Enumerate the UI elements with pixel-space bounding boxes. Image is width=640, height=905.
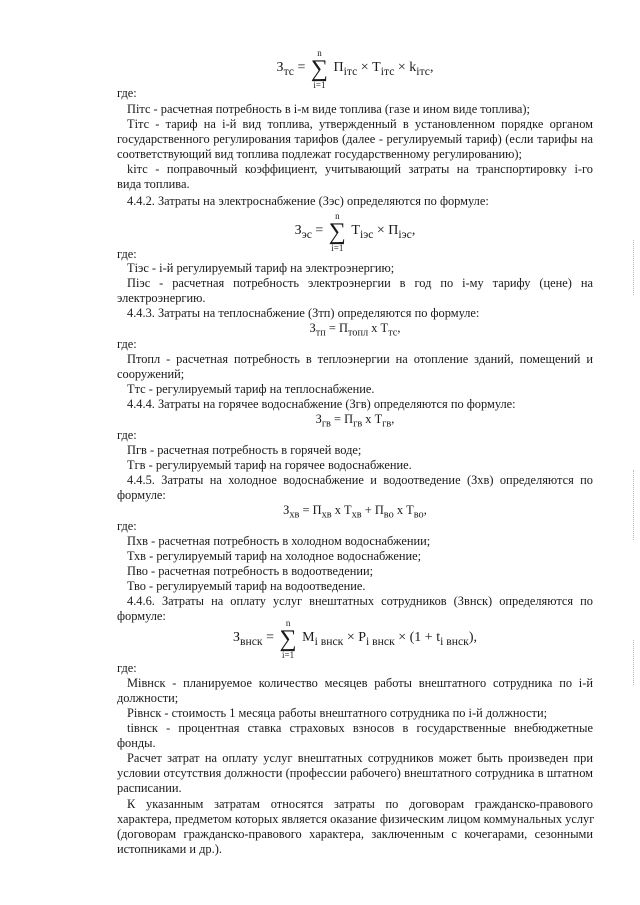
text-line: Тiтс - тариф на i-й вид топлива, утвержденный в установленном порядке органом	[127, 117, 593, 131]
text-line: Ттс - регулируемый тариф на теплоснабжение.	[127, 382, 375, 396]
text-line: tiвнск - процентная ставка страховых взносов в государственные внебюджетные	[127, 721, 593, 735]
text-line: Пгв - расчетная потребность в горячей воде;	[127, 443, 362, 457]
text-line: Пхв - расчетная потребность в холодном водоснабжении;	[127, 534, 431, 548]
where-label: где:	[117, 86, 137, 100]
formula-rhs: $П_{iтс} \times Т_{iтс} \times k_{iтс}$,	[333, 60, 434, 78]
formula-lhs: $З_{тс}$ =	[276, 60, 309, 78]
where-label: где:	[117, 337, 137, 351]
formula-rhs: $М_{i внск} \times Р_{i внск} \times (1 + t_{i внск})$,	[302, 630, 477, 648]
text-line: Тiэс - i-й регулируемый тариф на электроэнергию;	[127, 261, 395, 275]
where-label: где:	[117, 428, 137, 442]
formula-outsourced-staff-cost	[117, 618, 593, 660]
section-heading: 4.4.2. Затраты на электроснабжение (Зэс) определяются по формуле:	[127, 194, 489, 208]
text-line: фонды.	[117, 736, 156, 750]
formula-cold-water-cost: $З_{хв} = П_{хв}$ х $Т_{хв} + П_{во}$ х $Т_{во}$,	[283, 503, 427, 521]
formula-lhs: $З_{эс}$ =	[294, 223, 327, 241]
text-line: электроэнергию.	[117, 291, 206, 305]
text-line: Тхв - регулируемый тариф на холодное водоснабжение;	[127, 549, 422, 563]
scan-edge-mark	[632, 240, 634, 295]
text-line: расписании.	[117, 781, 182, 795]
text-line: Пiэс - расчетная потребность электроэнергии в год по i-му тарифу (цене) на	[127, 276, 593, 290]
section-heading: 4.4.6. Затраты на оплату услуг внештатных сотрудников (Звнск) определяются по	[127, 594, 593, 608]
text-line: формуле:	[117, 609, 166, 623]
text-line: соответствующий вид топлива подлежат государственному регулированию);	[117, 147, 522, 161]
text-line: К указанным затратам относятся затраты по договорам гражданско-правового	[127, 797, 593, 811]
sum-sign-icon: n ∑ i=1	[328, 211, 346, 253]
text-line: kiтс - поправочный коэффициент, учитывающий затраты на транспортировку i-го	[127, 162, 593, 176]
formula-rhs: $Т_{iэс} \times П_{iэс}$,	[351, 223, 416, 241]
where-label: где:	[117, 519, 137, 533]
formula-hot-water-cost: $З_{гв} = П_{гв}$ х $Т_{гв}$,	[315, 412, 395, 430]
scan-edge-mark	[632, 640, 634, 685]
text-line: Тво - регулируемый тариф на водоотведение.	[127, 579, 366, 593]
text-line: сооружений;	[117, 367, 185, 381]
where-label: где:	[117, 247, 137, 261]
formula-fuel-cost	[117, 48, 593, 88]
text-line: Расчет затрат на оплату услуг внештатных сотрудников может быть произведен при	[127, 751, 593, 765]
text-line: вида топлива.	[117, 177, 190, 191]
sum-sign-icon: n ∑ i=1	[310, 48, 328, 90]
text-line: формуле:	[117, 488, 166, 502]
text-line: Птопл - расчетная потребность в теплоэнергии на отопление зданий, помещений и	[127, 352, 593, 366]
text-line: Мiвнск - планируемое количество месяцев работы внештатного сотрудника по i-й	[127, 676, 593, 690]
text-line: Пво - расчетная потребность в водоотведении;	[127, 564, 374, 578]
text-line: условии отсутствия должности (профессии рабочего) внештатного сотрудника в штатном	[117, 766, 593, 780]
formula-electricity-cost	[117, 211, 593, 253]
section-heading: 4.4.5. Затраты на холодное водоснабжение и водоотведение (Зхв) определяются по	[127, 473, 593, 487]
text-line: государственного регулирования тарифов (далее - регулируемый тариф) (если тарифы на	[117, 132, 593, 146]
text-line: (договорам гражданско-правового характера, заключенным с кочегарами, сезонными	[117, 827, 593, 841]
section-heading: 4.4.3. Затраты на теплоснабжение (Зтп) определяются по формуле:	[127, 306, 480, 320]
section-heading: 4.4.4. Затраты на горячее водоснабжение (Згв) определяются по формуле:	[127, 397, 516, 411]
text-line: Рiвнск - стоимость 1 месяца работы внештатного сотрудника по i-й должности;	[127, 706, 548, 720]
formula-heating-cost: $З_{тп} = П_{топл}$ х $Т_{тс}$,	[309, 321, 401, 339]
text-line: истопниками и др.).	[117, 842, 222, 856]
text-line: Тгв - регулируемый тариф на горячее водоснабжение.	[127, 458, 412, 472]
text-line: должности;	[117, 691, 179, 705]
formula-lhs: $З_{внск}$ =	[233, 630, 278, 648]
text-line: Пiтс - расчетная потребность в i-м виде топлива (газе и ином виде топлива);	[127, 102, 530, 116]
scan-edge-mark	[632, 470, 634, 540]
sum-sign-icon: n ∑ i=1	[279, 618, 297, 660]
text-line: характера, предметом которых является оказание физическим лицом коммунальных услуг	[117, 812, 595, 826]
where-label: где:	[117, 661, 137, 675]
